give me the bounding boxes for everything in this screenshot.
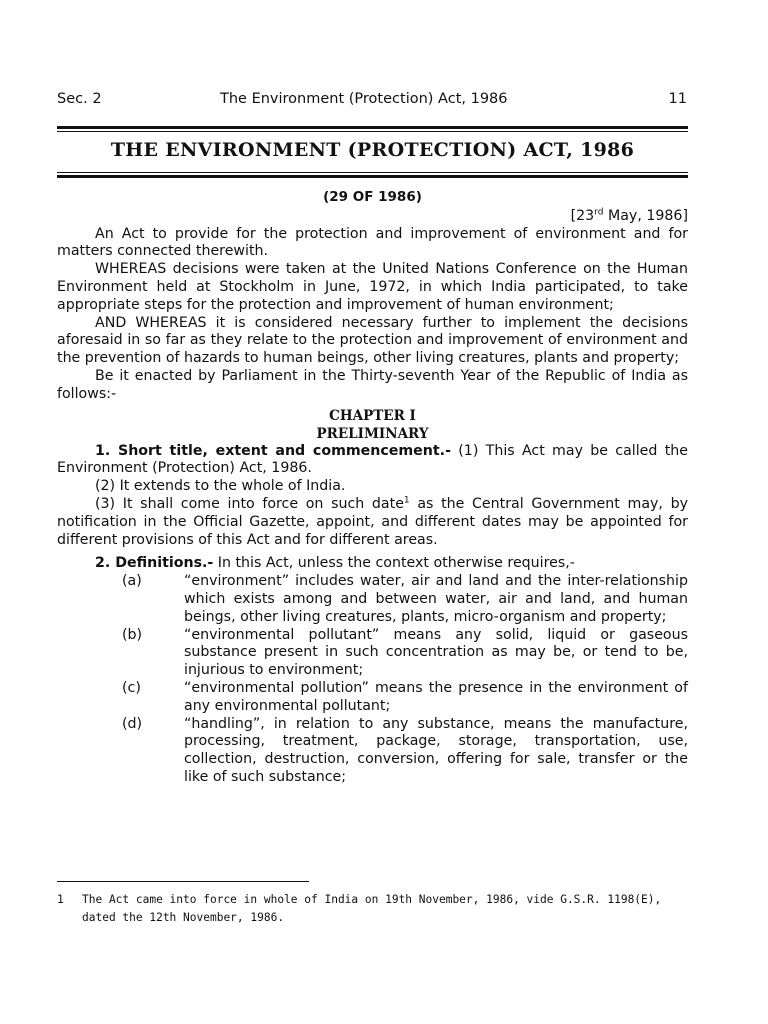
section-2-intro: In this Act, unless the context otherwise requires,- bbox=[213, 555, 575, 572]
preamble-paragraph: Be it enacted by Parliament in the Thirty-seventh Year of the Republic of India as follows:- bbox=[57, 367, 688, 402]
date-ordinal: rd bbox=[594, 207, 604, 218]
sub3-text-start: (3) It shall come into force on such date bbox=[95, 495, 404, 512]
running-header bbox=[57, 89, 687, 109]
section-1-heading: 1. Short title, extent and commencement.- bbox=[95, 442, 451, 459]
definition-clause bbox=[57, 716, 688, 787]
clause-text: “environmental pollutant” means any solid, liquid or gaseous substance present in such concentration as may be, or tend to be, injurious to environment; bbox=[184, 626, 688, 679]
clause-mark: (c) bbox=[122, 679, 141, 696]
top-rule-thick bbox=[57, 126, 688, 129]
preamble-paragraph: WHEREAS decisions were taken at the United Nations Conference on the Human Environment held at Stockholm in June, 1972, in which India participated, to take appropriate steps for the protection and improvement of human environment; bbox=[57, 261, 688, 313]
clause-mark: (d) bbox=[122, 715, 143, 732]
footnote-separator bbox=[57, 881, 309, 882]
enactment-date bbox=[57, 208, 688, 226]
clause-text: “environmental pollution” means the presence in the environment of any environmental pollutant; bbox=[184, 679, 688, 714]
definition-clause bbox=[57, 573, 688, 626]
date-rest: May, 1986] bbox=[603, 207, 688, 224]
definition-clause bbox=[57, 627, 688, 680]
act-body bbox=[57, 189, 688, 787]
top-rule-thin bbox=[57, 131, 688, 132]
section-2-heading: 2. Definitions.- bbox=[95, 555, 214, 572]
header-act-title: The Environment (Protection) Act, 1986 bbox=[220, 91, 508, 107]
section-1-paragraph bbox=[57, 443, 688, 479]
act-title: THE ENVIRONMENT (PROTECTION) ACT, 1986 bbox=[110, 139, 635, 161]
clause-text: “environment” includes water, air and land and the inter-relationship which exists among and between water, air and land, and human beings, other living creatures, plants, micro-organism and property; bbox=[184, 573, 688, 625]
section-1-sub2: (2) It extends to the whole of India. bbox=[95, 478, 346, 495]
footnote bbox=[57, 891, 688, 927]
date-day: [23 bbox=[570, 207, 595, 224]
footnote-text: The Act came into force in whole of India on 19th November, 1986, vide G.S.R. 1198(E), dated the 12th November, 1986. bbox=[82, 893, 662, 924]
clause-mark: (b) bbox=[122, 626, 143, 643]
definition-clause bbox=[57, 680, 688, 716]
footnote-reference[interactable]: 1 bbox=[403, 495, 410, 506]
title-rule-thick bbox=[57, 175, 688, 178]
preamble-paragraph: AND WHEREAS it is considered necessary further to implement the decisions aforesaid in so far as they relate to the protection and improvement of environment and the prevention of hazards to human beings, other living creatures, plants and property; bbox=[57, 314, 688, 367]
chapter-name: PRELIMINARY bbox=[316, 425, 429, 442]
clause-text: “handling”, in relation to any substance, means the manufacture, processing, treatment, package, storage, transportation, use, collection, destruction, conversion, offering for sale, transfer or the like of such substance; bbox=[184, 715, 688, 785]
section-1-sub3 bbox=[57, 496, 688, 549]
footnote-number: 1 bbox=[57, 893, 64, 906]
sub3-text-end: as the Central Government may, by notification in the Official Gazette, appoint, and different dates may be appointed for different provisions of this Act and for different areas. bbox=[57, 495, 688, 548]
chapter-number: CHAPTER I bbox=[329, 407, 416, 424]
section-2-paragraph bbox=[57, 555, 688, 573]
header-section: Sec. 2 bbox=[57, 91, 102, 107]
act-number: (29 OF 1986) bbox=[323, 189, 422, 205]
section-1-sub1: (1) This Act may be called the Environment (Protection) Act, 1986. bbox=[57, 442, 688, 477]
preamble-paragraph: An Act to provide for the protection and improvement of environment and for matters connected therewith. bbox=[57, 225, 688, 260]
title-rule-thin bbox=[57, 172, 688, 173]
clause-mark: (a) bbox=[122, 573, 142, 590]
page-number: 11 bbox=[668, 91, 687, 107]
